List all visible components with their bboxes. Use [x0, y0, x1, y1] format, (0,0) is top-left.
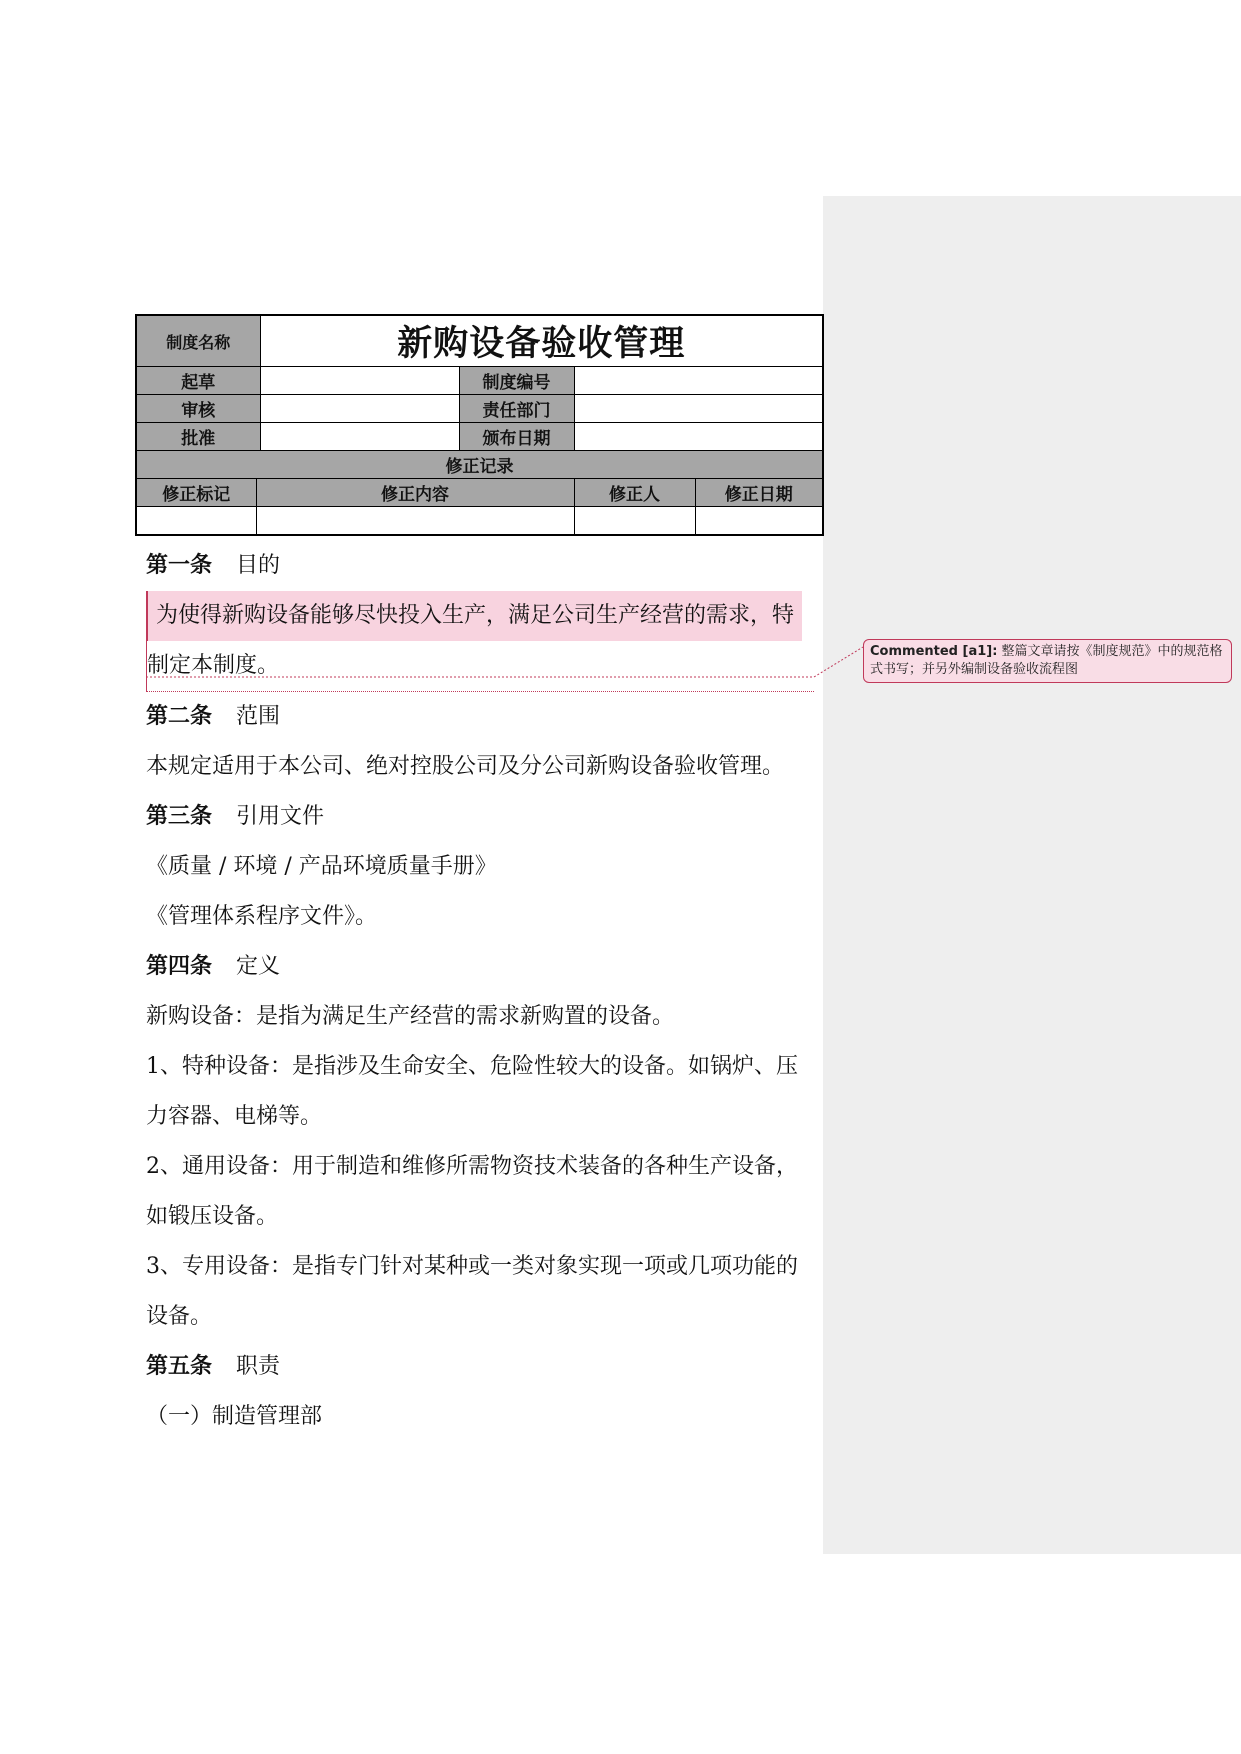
article-3-ref-1: 《质量 / 环境 / 产品环境质量手册》 [146, 854, 497, 879]
revision-col-mark: 修正标记 [136, 479, 256, 507]
revision-record-heading: 修正记录 [136, 451, 823, 479]
policy-number-value[interactable] [574, 367, 823, 395]
article-5-sub-1: （一）制造管理部 [146, 1404, 323, 1429]
article-5-heading: 第五条 职责 [146, 1354, 281, 1379]
comment-margin-pane [823, 196, 1241, 1554]
approver-value[interactable] [260, 423, 459, 451]
drafter-label: 起草 [136, 367, 260, 395]
article-4-item-3-line-1: 3、专用设备：是指专门针对某种或一类对象实现一项或几项功能的 [146, 1254, 798, 1279]
commented-text-line-1[interactable]: 为使得新购设备能够尽快投入生产，满足公司生产经营的需求，特 [146, 591, 814, 641]
article-4-item-1-line-2: 力容器、电梯等。 [146, 1104, 323, 1129]
responsible-dept-value[interactable] [574, 395, 823, 423]
article-4-definition: 新购设备：是指为满足生产经营的需求新购置的设备。 [146, 1004, 675, 1029]
revision-content-cell[interactable] [256, 507, 574, 536]
policy-header-table [135, 314, 824, 536]
comment-balloon[interactable] [863, 639, 1232, 683]
article-4-item-3-line-2: 设备。 [146, 1304, 213, 1329]
article-4-item-2-line-2: 如锻压设备。 [146, 1204, 279, 1229]
reviewer-value[interactable] [260, 395, 459, 423]
comment-author: Commented [a1]: [870, 644, 998, 659]
revision-col-date: 修正日期 [695, 479, 823, 507]
document-body [146, 541, 814, 1442]
comment-text: 整篇文章请按《制度规范》中的规范格式书写；并另外编制设备验收流程图 [870, 644, 1223, 677]
article-3-ref-2: 《管理体系程序文件》。 [146, 904, 378, 929]
policy-title: 新购设备验收管理 [260, 315, 823, 367]
revision-col-person: 修正人 [574, 479, 695, 507]
issue-date-label: 颁布日期 [459, 423, 574, 451]
article-2-text: 本规定适用于本公司、绝对控股公司及分公司新购设备验收管理。 [146, 754, 785, 779]
revision-col-content: 修正内容 [256, 479, 574, 507]
article-4-heading: 第四条 定义 [146, 954, 281, 979]
revision-person-cell[interactable] [574, 507, 695, 536]
policy-name-label: 制度名称 [136, 315, 260, 367]
commented-text-line-2[interactable]: 制定本制度。 [146, 641, 814, 692]
article-4-item-1-line-1: 1、特种设备：是指涉及生命安全、危险性较大的设备。如锅炉、压 [146, 1054, 798, 1079]
drafter-value[interactable] [260, 367, 459, 395]
revision-date-cell[interactable] [695, 507, 823, 536]
article-1-heading: 第一条 目的 [146, 553, 281, 578]
policy-number-label: 制度编号 [459, 367, 574, 395]
responsible-dept-label: 责任部门 [459, 395, 574, 423]
article-2-heading: 第二条 范围 [146, 704, 281, 729]
article-4-item-2-line-1: 2、通用设备：用于制造和维修所需物资技术装备的各种生产设备， [146, 1154, 798, 1179]
revision-mark-cell[interactable] [136, 507, 256, 536]
reviewer-label: 审核 [136, 395, 260, 423]
issue-date-value[interactable] [574, 423, 823, 451]
article-3-heading: 第三条 引用文件 [146, 804, 325, 829]
approver-label: 批准 [136, 423, 260, 451]
